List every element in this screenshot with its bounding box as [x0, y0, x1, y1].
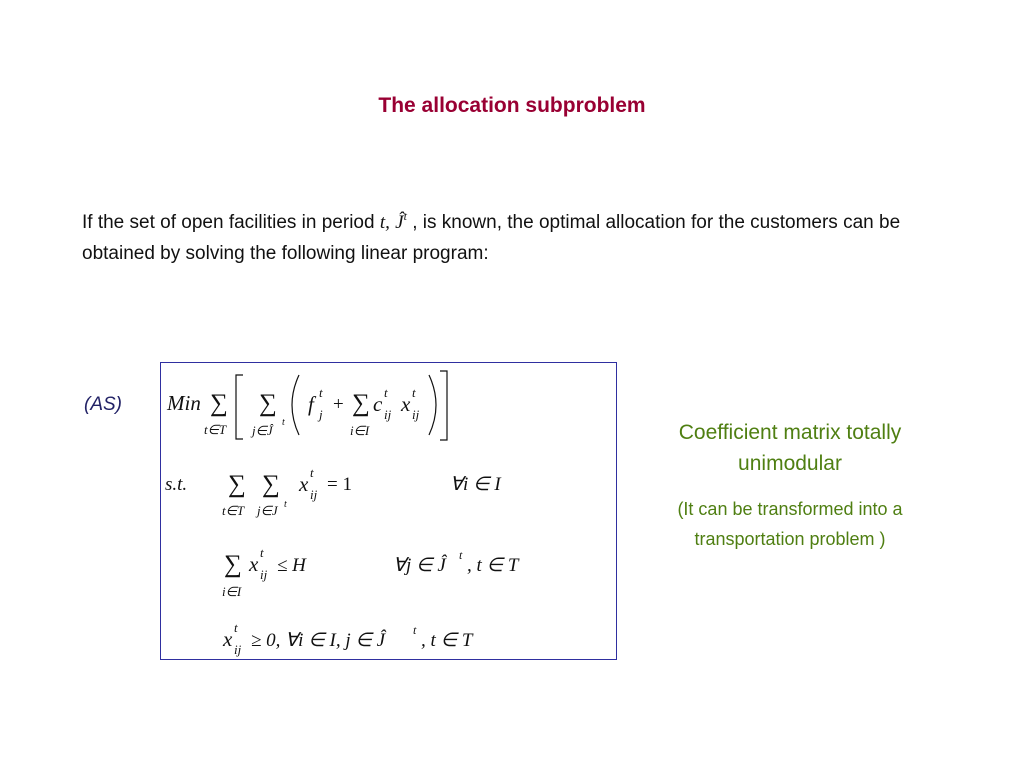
x-sub-c2: ij — [260, 567, 268, 582]
objective-row — [166, 371, 447, 440]
nonnegativity-relation: ≥ 0, ∀i ∈ I, j ∈ Ĵ — [251, 630, 386, 651]
sum-over-t: ∑ — [210, 390, 228, 417]
constraint-capacity-row — [222, 545, 520, 599]
model-label: (AS) — [84, 394, 122, 415]
fixed-cost-sub: j — [319, 407, 323, 422]
x-symbol-c1: x — [299, 472, 309, 496]
index-j-in-jhat: j∈Ĵ — [252, 423, 273, 438]
x-symbol-objective: x — [401, 392, 411, 416]
left-paren — [292, 375, 299, 435]
intro-period-symbol: t, — [379, 212, 390, 233]
left-bracket — [236, 375, 243, 439]
constraint-nonnegativity-row — [222, 620, 474, 657]
jhat-superscript-c3: t — [413, 623, 417, 637]
plus-sign: + — [333, 394, 344, 415]
min-label: Min — [167, 391, 201, 415]
x-sub-c3: ij — [234, 642, 242, 657]
formulation-box — [160, 362, 617, 660]
intro-open-facilities-symbol: Ĵ — [395, 212, 404, 233]
index-j-superscript: t — [282, 417, 285, 428]
jhat-superscript-c2: t — [459, 548, 463, 562]
fixed-cost-symbol: f — [308, 392, 314, 416]
x-sub-c1: ij — [310, 487, 318, 502]
x-sup-c1: t — [310, 465, 314, 480]
for-all-t-c2: , t ∈ T — [467, 555, 519, 576]
subject-to-label: s.t. — [165, 474, 188, 495]
sum-over-i: ∑ — [352, 390, 370, 417]
capacity-relation: ≤ H — [277, 555, 306, 576]
sum-over-j: ∑ — [259, 390, 277, 417]
formulation-svg — [161, 363, 618, 661]
index-j-superscript-c1: t — [284, 499, 287, 510]
x-sup-c2: t — [260, 545, 264, 560]
intro-paragraph — [82, 201, 952, 269]
index-i-in-I-c2: i∈I — [222, 584, 242, 599]
slide-title: The allocation subproblem — [378, 94, 646, 117]
index-j-in-J-c1: j∈J — [257, 503, 278, 518]
cost-sub: ij — [384, 407, 392, 422]
cost-sup: t — [384, 385, 388, 400]
index-i-in-I: i∈I — [350, 423, 370, 438]
right-bracket — [440, 371, 447, 440]
constraint-assignment-row — [165, 465, 502, 518]
unimodularity-note: Coefficient matrix totally unimodular — [678, 421, 902, 475]
fixed-cost-sup: t — [319, 385, 323, 400]
intro-text-after: , is known, the optimal allocation for the customers can be obtained by solving the following linear program: — [82, 212, 901, 264]
intro-open-facilities-superscript: t — [403, 209, 407, 223]
sum-over-t-c1: ∑ — [228, 471, 246, 498]
intro-text-before: If the set of open facilities in period — [82, 212, 380, 233]
sum-over-j-c1: ∑ — [262, 471, 280, 498]
x-sup-objective: t — [412, 385, 416, 400]
x-symbol-c3: x — [223, 627, 233, 651]
equals-one: = 1 — [327, 474, 352, 495]
for-all-i-c1: ∀i ∈ I — [450, 474, 501, 495]
index-t-in-T-c1: t∈T — [222, 503, 245, 518]
right-paren — [429, 375, 436, 435]
sum-over-i-c2: ∑ — [224, 551, 242, 578]
x-sup-c3: t — [234, 620, 238, 635]
transportation-note: (It can be transformed into a transportation problem ) — [677, 499, 903, 549]
index-t-in-T: t∈T — [204, 422, 227, 437]
x-sub-objective: ij — [412, 407, 420, 422]
x-symbol-c2: x — [249, 552, 259, 576]
for-all-j-c2: ∀j ∈ Ĵ — [393, 555, 446, 576]
cost-symbol: c — [373, 392, 383, 416]
for-all-t-c3: , t ∈ T — [421, 630, 473, 651]
